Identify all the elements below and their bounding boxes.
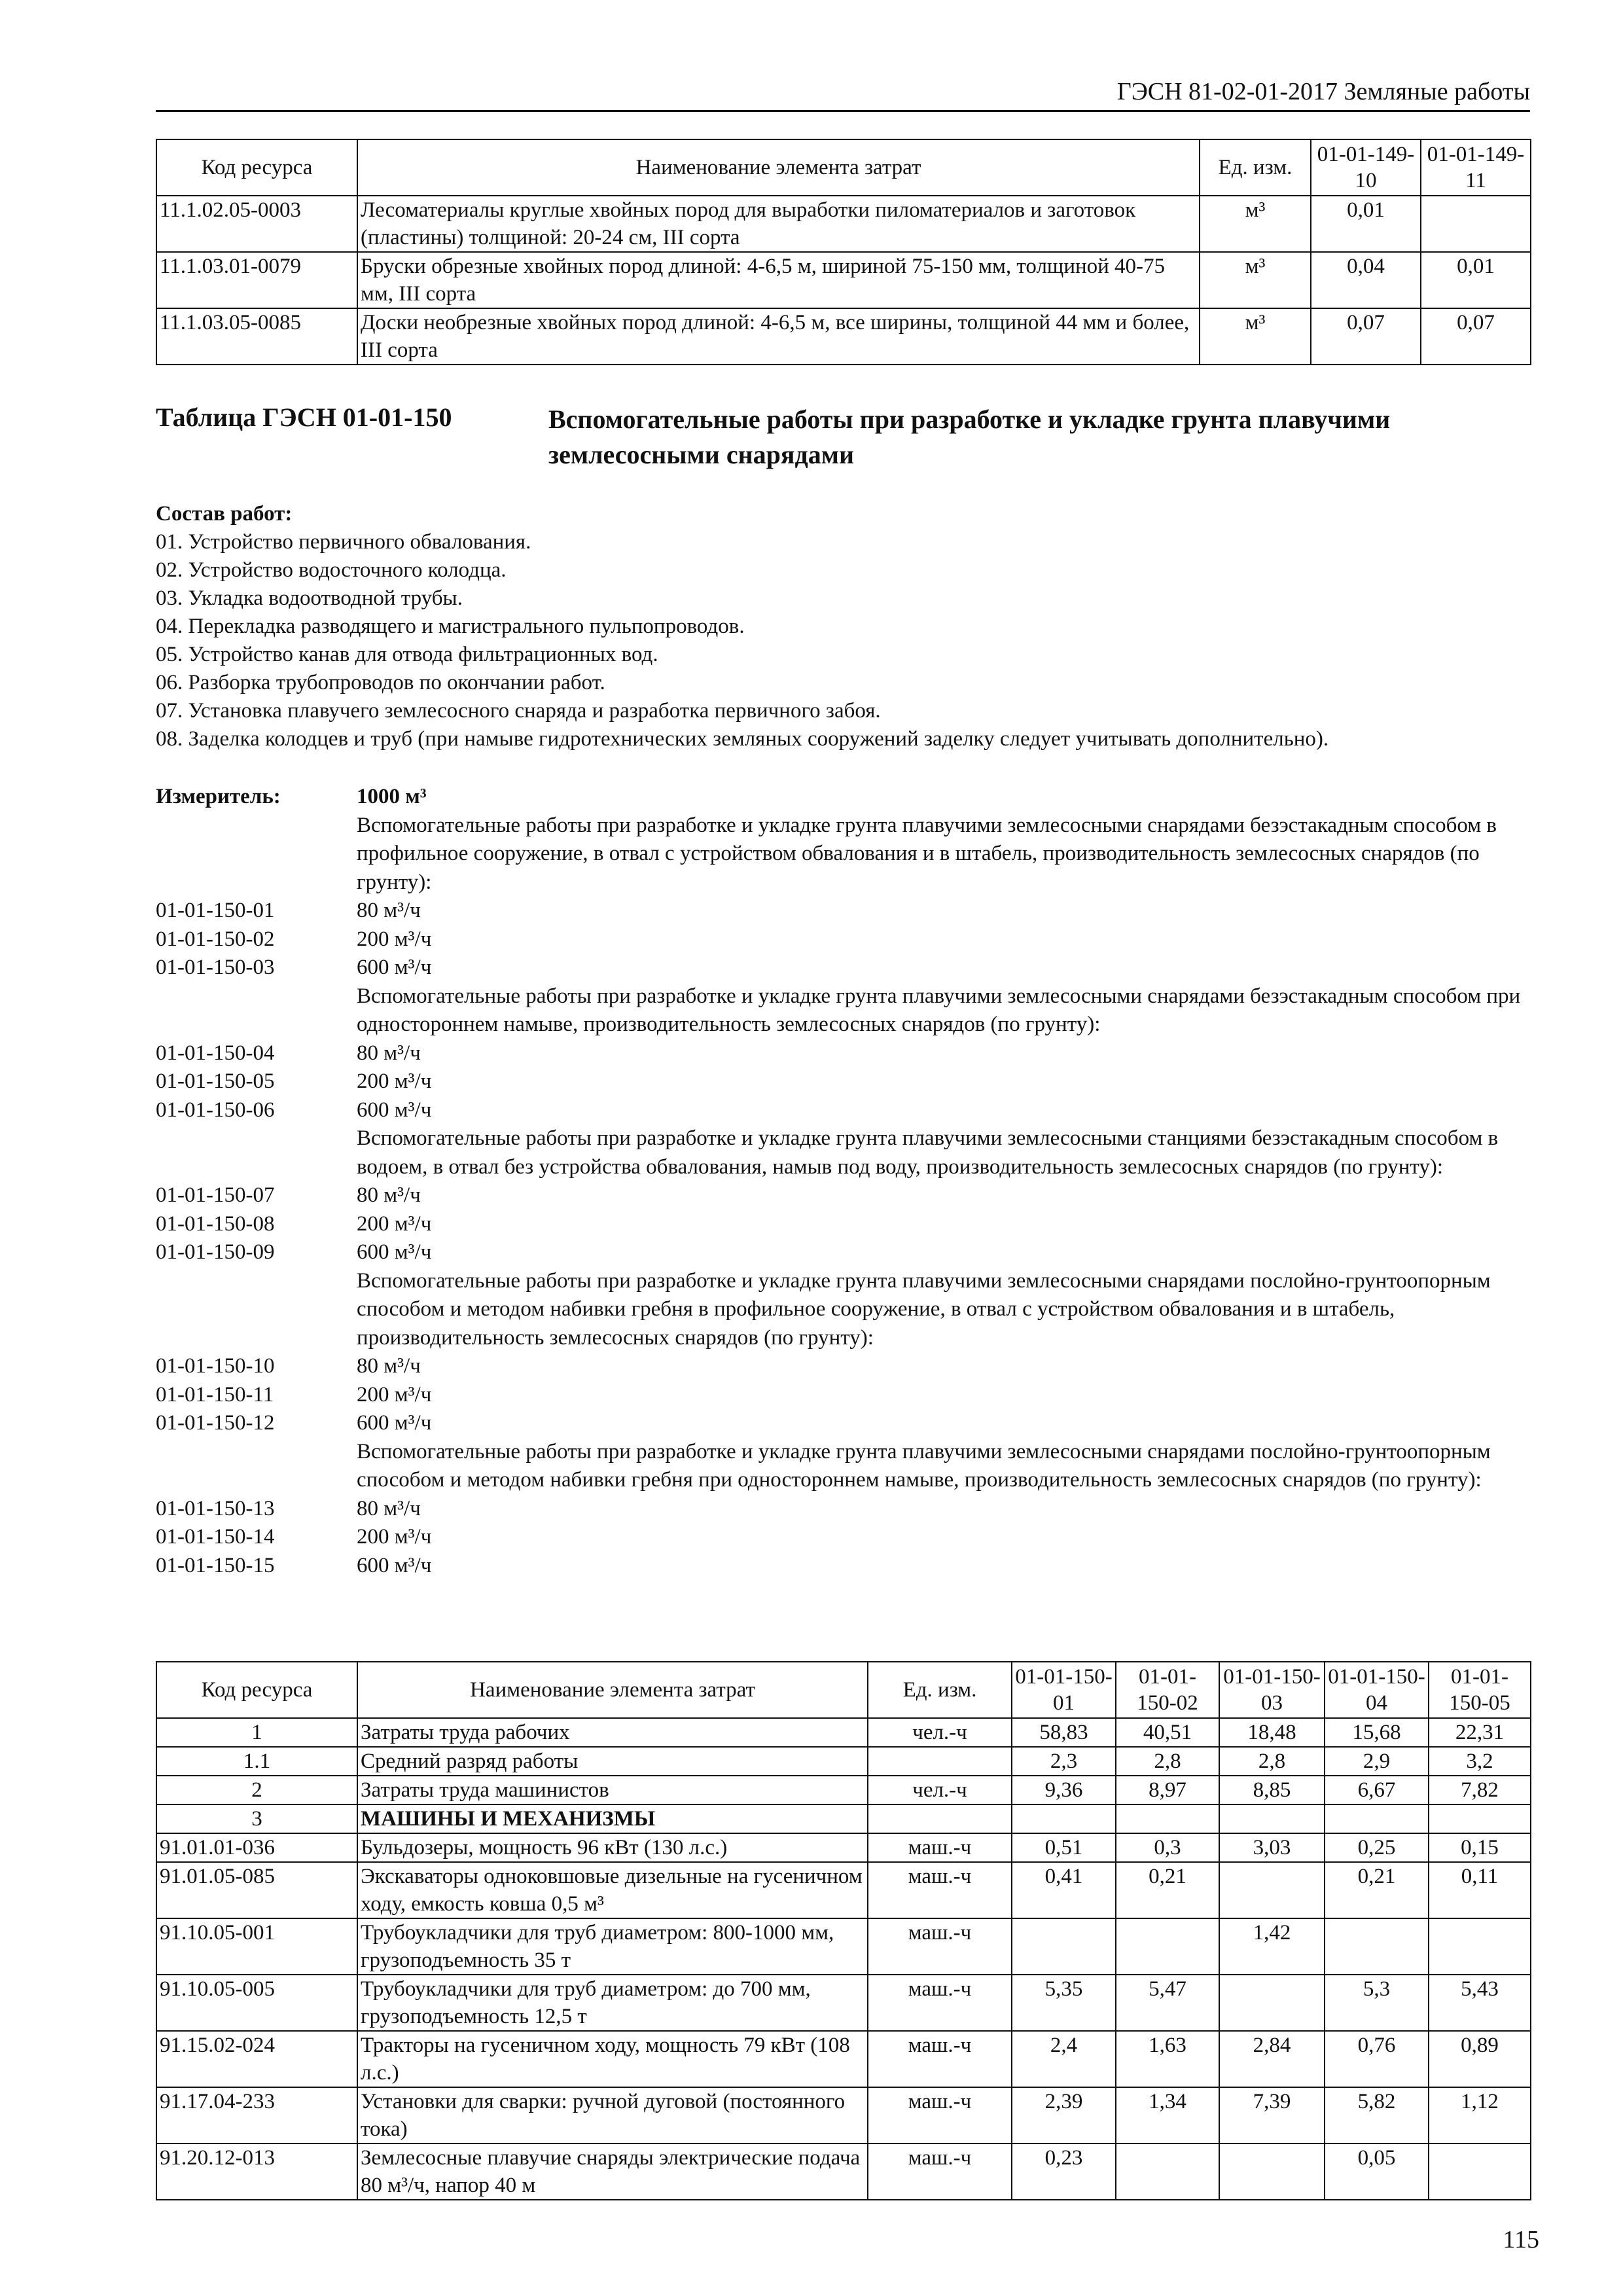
works-item: 02. Устройство водосточного колодца. bbox=[156, 558, 507, 582]
measure-item bbox=[156, 1067, 1543, 1096]
resource-unit: маш.-ч bbox=[868, 2087, 1012, 2144]
resource-value: 0,21 bbox=[1325, 1862, 1429, 1918]
measure-rate: 600 м³/ч bbox=[357, 1240, 432, 1264]
table-row bbox=[156, 1718, 1531, 1747]
resource-unit: м³ bbox=[1200, 308, 1311, 365]
resource-value bbox=[1429, 1804, 1531, 1833]
resource-value: 0,07 bbox=[1421, 308, 1531, 365]
resource-unit: маш.-ч bbox=[868, 2031, 1012, 2087]
table-row bbox=[156, 252, 1531, 308]
resource-name: Установки для сварки: ручной дуговой (постоянного тока) bbox=[357, 2087, 868, 2144]
resource-name: Средний разряд работы bbox=[357, 1747, 868, 1776]
measure-item bbox=[156, 1181, 1543, 1210]
measure-value: 1000 м³ bbox=[357, 785, 427, 808]
resource-name: Трубоукладчики для труб диаметром: до 700 мм, грузоподъемность 12,5 т bbox=[357, 1975, 868, 2031]
works-item: 01. Устройство первичного обвалования. bbox=[156, 530, 531, 554]
resource-value: 7,82 bbox=[1429, 1776, 1531, 1804]
resource-value: 22,31 bbox=[1429, 1718, 1531, 1747]
measure-code: 01-01-150-15 bbox=[156, 1553, 275, 1577]
resource-value bbox=[1421, 196, 1531, 252]
resource-value: 0,41 bbox=[1012, 1862, 1116, 1918]
header-cell: 01-01-150-05 bbox=[1429, 1662, 1531, 1718]
resource-value: 0,21 bbox=[1116, 1862, 1219, 1918]
resource-value: 58,83 bbox=[1012, 1718, 1116, 1747]
resource-value: 2,4 bbox=[1012, 2031, 1116, 2087]
measure-rate: 200 м³/ч bbox=[357, 1382, 432, 1407]
measure-description: Вспомогательные работы при разработке и укладке грунта плавучими землесосными снарядами безэстакадным способом при одностороннем намыве, производительность землесосных снарядов (по грунту): bbox=[357, 984, 1521, 1036]
measure-item bbox=[156, 897, 1543, 925]
resource-value: 1,34 bbox=[1116, 2087, 1219, 2144]
resource-code: 1 bbox=[156, 1718, 357, 1747]
header-title: ГЭСН 81-02-01-2017 Земляные работы bbox=[1116, 78, 1530, 105]
measure-group bbox=[156, 982, 1543, 1125]
table-row bbox=[156, 1747, 1531, 1776]
resource-name: Экскаваторы одноковшовые дизельные на гусеничном ходу, емкость ковша 0,5 м³ bbox=[357, 1862, 868, 1918]
resource-name: Землесосные плавучие снаряды электрические подача 80 м³/ч, напор 40 м bbox=[357, 2144, 868, 2200]
resource-name: Затраты труда рабочих bbox=[357, 1718, 868, 1747]
resource-value bbox=[1429, 2144, 1531, 2200]
resource-value: 0,15 bbox=[1429, 1833, 1531, 1862]
resource-value bbox=[1012, 1918, 1116, 1975]
measure-rate: 600 м³/ч bbox=[357, 956, 432, 979]
page-number: 115 bbox=[1503, 2226, 1539, 2253]
measure-description: Вспомогательные работы при разработке и укладке грунта плавучими землесосными снарядами послойно-грунтоопорным способом и методом набивки гребня при одностороннем намыве, производительность землесосных снарядов (по грунту): bbox=[357, 1439, 1491, 1492]
measure-rate: 80 м³/ч bbox=[357, 1183, 421, 1207]
measure-label: Измеритель: bbox=[156, 785, 281, 808]
resource-code: 3 bbox=[156, 1804, 357, 1833]
resource-value: 2,39 bbox=[1012, 2087, 1116, 2144]
header-cell: 01-01-150-04 bbox=[1325, 1662, 1429, 1718]
resource-value: 0,05 bbox=[1325, 2144, 1429, 2200]
resource-value: 0,25 bbox=[1325, 1833, 1429, 1862]
measure-group bbox=[156, 1267, 1543, 1438]
measure-description: Вспомогательные работы при разработке и укладке грунта плавучими землесосными снарядами безэстакадным способом в профильное сооружение, в отвал с устройством обвалования и в штабель, производительность землесосных снарядов (по грунту): bbox=[357, 813, 1497, 894]
table-row bbox=[156, 1833, 1531, 1862]
resource-value: 3,2 bbox=[1429, 1747, 1531, 1776]
header-cell: Код ресурса bbox=[156, 1662, 357, 1718]
measure-rate: 80 м³/ч bbox=[357, 1354, 421, 1378]
measure-code: 01-01-150-13 bbox=[156, 1496, 275, 1520]
table-row bbox=[156, 2144, 1531, 2200]
resource-code: 11.1.03.05-0085 bbox=[156, 308, 357, 365]
measure-group bbox=[156, 812, 1543, 982]
measure-item bbox=[156, 1238, 1543, 1267]
resource-value: 0,01 bbox=[1421, 252, 1531, 308]
resource-value: 15,68 bbox=[1325, 1718, 1429, 1747]
resource-name: Бульдозеры, мощность 96 кВт (130 л.с.) bbox=[357, 1833, 868, 1862]
table-header-row bbox=[156, 139, 1531, 196]
resource-value: 5,82 bbox=[1325, 2087, 1429, 2144]
works-item: 08. Заделка колодцев и труб (при намыве гидротехнических земляных сооружений заделку следует учитывать дополнительно). bbox=[156, 727, 1329, 751]
resource-code: 11.1.03.01-0079 bbox=[156, 252, 357, 308]
resource-value bbox=[1219, 1975, 1325, 2031]
table-row bbox=[156, 1975, 1531, 2031]
measure-code: 01-01-150-12 bbox=[156, 1411, 275, 1435]
measure-code: 01-01-150-10 bbox=[156, 1354, 275, 1378]
table-header-row bbox=[156, 1662, 1531, 1718]
measure-rate: 200 м³/ч bbox=[357, 1525, 432, 1549]
works-item: 04. Перекладка разводящего и магистрального пульпопроводов. bbox=[156, 615, 745, 638]
header-cell: 01-01-150-01 bbox=[1012, 1662, 1116, 1718]
resource-unit: м³ bbox=[1200, 252, 1311, 308]
measure-code: 01-01-150-06 bbox=[156, 1098, 275, 1122]
resource-value: 2,3 bbox=[1012, 1747, 1116, 1776]
measure-item bbox=[156, 1409, 1543, 1438]
works-label: Состав работ: bbox=[156, 502, 293, 526]
header-cell: Наименование элемента затрат bbox=[357, 1662, 868, 1718]
resource-value: 0,04 bbox=[1311, 252, 1421, 308]
table-row bbox=[156, 2087, 1531, 2144]
table-row bbox=[156, 2031, 1531, 2087]
resource-value bbox=[1012, 1804, 1116, 1833]
resource-code: 1.1 bbox=[156, 1747, 357, 1776]
resource-value bbox=[1219, 1804, 1325, 1833]
resource-name: Трубоукладчики для труб диаметром: 800-1000 мм, грузоподъемность 35 т bbox=[357, 1918, 868, 1975]
resource-value: 7,39 bbox=[1219, 2087, 1325, 2144]
resource-unit: м³ bbox=[1200, 196, 1311, 252]
works-item: 06. Разборка трубопроводов по окончании работ. bbox=[156, 671, 605, 694]
measure-rate: 600 м³/ч bbox=[357, 1411, 432, 1435]
resource-unit: чел.-ч bbox=[868, 1718, 1012, 1747]
header-cell: Код ресурса bbox=[156, 139, 357, 196]
resource-value bbox=[1325, 1918, 1429, 1975]
resource-value: 0,11 bbox=[1429, 1862, 1531, 1918]
measure-description: Вспомогательные работы при разработке и укладке грунта плавучими землесосными снарядами послойно-грунтоопорным способом и методом набивки гребня в профильное сооружение, в отвал с устройством обвалования и в штабель, производительность землесосных снарядов (по грунту): bbox=[357, 1268, 1491, 1350]
measure-item bbox=[156, 1381, 1543, 1410]
header-cell: 01-01-150-02 bbox=[1116, 1662, 1219, 1718]
resources-table-150 bbox=[156, 1661, 1531, 2200]
resource-unit: маш.-ч bbox=[868, 1833, 1012, 1862]
resource-value: 1,63 bbox=[1116, 2031, 1219, 2087]
measure-rate: 200 м³/ч bbox=[357, 1069, 432, 1093]
works-item: 07. Установка плавучего землесосного снаряда и разработка первичного забоя. bbox=[156, 699, 881, 723]
resource-value: 2,8 bbox=[1219, 1747, 1325, 1776]
measure-rate: 600 м³/ч bbox=[357, 1553, 432, 1577]
header-cell: 01-01-150-03 bbox=[1219, 1662, 1325, 1718]
measure-item bbox=[156, 1210, 1543, 1239]
resource-value: 0,07 bbox=[1311, 308, 1421, 365]
resource-value: 5,47 bbox=[1116, 1975, 1219, 2031]
resource-value: 5,3 bbox=[1325, 1975, 1429, 2031]
resource-code: 91.20.12-013 bbox=[156, 2144, 357, 2200]
resource-unit bbox=[868, 1804, 1012, 1833]
resource-value: 18,48 bbox=[1219, 1718, 1325, 1747]
measure-code: 01-01-150-08 bbox=[156, 1211, 275, 1236]
measure-code: 01-01-150-04 bbox=[156, 1041, 275, 1065]
measure-code: 01-01-150-07 bbox=[156, 1183, 275, 1207]
table-row bbox=[156, 308, 1531, 365]
resource-value bbox=[1116, 2144, 1219, 2200]
measure-code: 01-01-150-11 bbox=[156, 1382, 274, 1407]
resource-value: 3,03 bbox=[1219, 1833, 1325, 1862]
measure-item bbox=[156, 925, 1543, 954]
resource-code: 2 bbox=[156, 1776, 357, 1804]
table-number: Таблица ГЭСН 01-01-150 bbox=[156, 403, 452, 432]
resource-value bbox=[1219, 2144, 1325, 2200]
measure-rate: 200 м³/ч bbox=[357, 927, 432, 951]
resource-value: 5,43 bbox=[1429, 1975, 1531, 2031]
measure-item bbox=[156, 1495, 1543, 1524]
measure-item bbox=[156, 1523, 1543, 1552]
header-cell: Ед. изм. bbox=[868, 1662, 1012, 1718]
resource-name: Тракторы на гусеничном ходу, мощность 79 кВт (108 л.с.) bbox=[357, 2031, 868, 2087]
measure-item bbox=[156, 954, 1543, 982]
resource-value: 6,67 bbox=[1325, 1776, 1429, 1804]
header-cell: 01-01-149-10 bbox=[1311, 139, 1421, 196]
resources-table-149 bbox=[156, 139, 1531, 365]
measure-item bbox=[156, 1552, 1543, 1581]
resource-value: 2,9 bbox=[1325, 1747, 1429, 1776]
resource-value bbox=[1219, 1862, 1325, 1918]
table-name: Вспомогательные работы при разработке и укладке грунта плавучими землесосными снарядами bbox=[548, 404, 1391, 469]
resource-code: 91.10.05-001 bbox=[156, 1918, 357, 1975]
measure-rate: 80 м³/ч bbox=[357, 1496, 421, 1520]
resource-unit: маш.-ч bbox=[868, 1918, 1012, 1975]
measure-rate: 600 м³/ч bbox=[357, 1098, 432, 1122]
measure-rate: 200 м³/ч bbox=[357, 1211, 432, 1236]
table-row bbox=[156, 1804, 1531, 1833]
resource-code: 91.01.01-036 bbox=[156, 1833, 357, 1862]
resource-value: 0,01 bbox=[1311, 196, 1421, 252]
resource-value bbox=[1429, 1918, 1531, 1975]
resource-unit: маш.-ч bbox=[868, 1862, 1012, 1918]
resource-unit: маш.-ч bbox=[868, 2144, 1012, 2200]
resource-name: Бруски обрезные хвойных пород длиной: 4-6,5 м, шириной 75-150 мм, толщиной 40-75 мм, III сорта bbox=[357, 252, 1200, 308]
resource-value: 9,36 bbox=[1012, 1776, 1116, 1804]
resource-value: 0,89 bbox=[1429, 2031, 1531, 2087]
resource-code: 91.15.02-024 bbox=[156, 2031, 357, 2087]
resource-unit: маш.-ч bbox=[868, 1975, 1012, 2031]
header-cell: Ед. изм. bbox=[1200, 139, 1311, 196]
resource-value: 0,23 bbox=[1012, 2144, 1116, 2200]
measure-code: 01-01-150-01 bbox=[156, 899, 275, 922]
table-row bbox=[156, 1918, 1531, 1975]
resource-unit: чел.-ч bbox=[868, 1776, 1012, 1804]
table-row bbox=[156, 196, 1531, 252]
measure-item bbox=[156, 1352, 1543, 1381]
resource-value: 1,42 bbox=[1219, 1918, 1325, 1975]
resource-value: 1,12 bbox=[1429, 2087, 1531, 2144]
measure-group bbox=[156, 1438, 1543, 1581]
resource-unit bbox=[868, 1747, 1012, 1776]
works-composition bbox=[156, 500, 1543, 753]
measure-group bbox=[156, 1124, 1543, 1267]
measure-code: 01-01-150-03 bbox=[156, 956, 275, 979]
resource-value bbox=[1325, 1804, 1429, 1833]
resource-name: Лесоматериалы круглые хвойных пород для выработки пиломатериалов и заготовок (пластины) толщиной: 20-24 см, III сорта bbox=[357, 196, 1200, 252]
resource-value: 40,51 bbox=[1116, 1718, 1219, 1747]
resource-value: 2,84 bbox=[1219, 2031, 1325, 2087]
resource-value: 2,8 bbox=[1116, 1747, 1219, 1776]
resource-value: 5,35 bbox=[1012, 1975, 1116, 2031]
measure-rate: 80 м³/ч bbox=[357, 899, 421, 922]
works-item: 05. Устройство канав для отвода фильтрационных вод. bbox=[156, 643, 658, 666]
header-cell: Наименование элемента затрат bbox=[357, 139, 1200, 196]
resource-value: 0,3 bbox=[1116, 1833, 1219, 1862]
resource-name: МАШИНЫ И МЕХАНИЗМЫ bbox=[357, 1804, 868, 1833]
page-header bbox=[156, 73, 1530, 112]
resource-name: Доски необрезные хвойных пород длиной: 4-6,5 м, все ширины, толщиной 44 мм и более, III сорта bbox=[357, 308, 1200, 365]
measure-item bbox=[156, 1039, 1543, 1068]
resource-value: 8,85 bbox=[1219, 1776, 1325, 1804]
measure-rate: 80 м³/ч bbox=[357, 1041, 421, 1065]
measure-section bbox=[156, 783, 1543, 1580]
measure-code: 01-01-150-05 bbox=[156, 1069, 275, 1093]
measure-code: 01-01-150-09 bbox=[156, 1240, 275, 1264]
header-cell: 01-01-149-11 bbox=[1421, 139, 1531, 196]
table-row bbox=[156, 1862, 1531, 1918]
measure-description: Вспомогательные работы при разработке и укладке грунта плавучими землесосными станциями безэстакадным способом в водоем, в отвал без устройства обвалования, намыв под воду, производительность землесосных снарядов (по грунту): bbox=[357, 1126, 1499, 1179]
measure-code: 01-01-150-14 bbox=[156, 1525, 275, 1549]
resource-code: 91.01.05-085 bbox=[156, 1862, 357, 1918]
resource-value: 0,51 bbox=[1012, 1833, 1116, 1862]
table-row bbox=[156, 1776, 1531, 1804]
resource-value: 0,76 bbox=[1325, 2031, 1429, 2087]
measure-code: 01-01-150-02 bbox=[156, 927, 275, 951]
resource-code: 91.17.04-233 bbox=[156, 2087, 357, 2144]
measure-item bbox=[156, 1096, 1543, 1125]
works-item: 03. Укладка водоотводной трубы. bbox=[156, 586, 463, 610]
resource-code: 11.1.02.05-0003 bbox=[156, 196, 357, 252]
resource-name: Затраты труда машинистов bbox=[357, 1776, 868, 1804]
resource-value: 8,97 bbox=[1116, 1776, 1219, 1804]
resource-code: 91.10.05-005 bbox=[156, 1975, 357, 2031]
resource-value bbox=[1116, 1918, 1219, 1975]
resource-value bbox=[1116, 1804, 1219, 1833]
